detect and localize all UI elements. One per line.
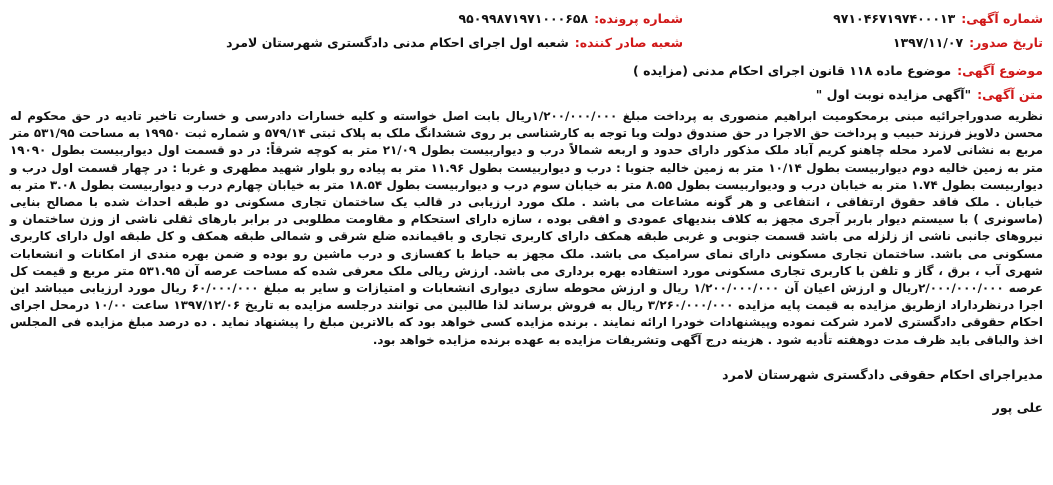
text-value: "آگهی مزایده نوبت اول " [815, 86, 972, 102]
issuing-branch-value: شعبه اول اجرای احکام مدنی دادگستری شهرستان لامرد [226, 34, 569, 50]
signature-name: علی پور [992, 399, 1043, 415]
case-number-value: ۹۵۰۹۹۸۷۱۹۷۱۰۰۰۶۵۸ [458, 10, 589, 26]
notice-body: نظریه صدوراجرائیه مبنی برمحکومیت ابراهیم منصوری به پرداخت مبلغ ۱/۲۰۰/۰۰۰/۰۰۰ریال بابت اصل خواسته و کلیه خسارات دادرسی و خسارت تاخیر تادیه در حق محکوم له محسن دلاویز فرزند حبیب و پرداخت حق الاجرا در حق صندوق دولت وبا توجه به کارشناسی بر روی ششدانگ ملک به پلاک ثبتی ۵۷۹/۱۴ و شماره ثبت ۱۹۹۵۰ به مساحت ۵۳۱/۹۵ متر مربع به نشانی لامرد محله چاهنو کریم آباد ملک مذکور دارای حدود و اربعه شمالاً درب و دیواربیست بطول ۲۱/۰۹ متر به کوچه شرقاً: در دو قسمت اول دیواربیست بطول ۱۹۰۹۰ متر به زمین خالیه دوم دیواربیست بطول ۱۰/۱۴ متر به زمین خالیه جنوبا : درب و دیواربیست بطول ۱۱.۹۶ متر به پیاده رو بلوار شهید مطهری و غربا : در چهار قسمت اول درب و دیواربیست بطول ۱.۷۴ متر به خیابان درب و ودیواربیست بطول ۸.۵۵ متر به خیابان سوم درب و دیواربیست بطول ۱۸.۵۴ متر به خیابان چهارم درب و دیواربیست بطول ۳.۰۸ متر به خیابان . ملک فاقد حقوق ارتفاقی ، انتفاعی و هر گونه مشاعات می باشد . ملک مورد ارزیابی در قالب یک ساختمان تجاری مسکونی دو طبقه احداث شده با مصالح بنایی (ماسونری ) با سیستم دیوار باربر آجری مجهز به کلاف بندیهای عمودی و افقی بوده ، سازه دارای استحکام و مقاومت مطلوبی در برابر بارهای ثقلی ناشی از وزن ساختمان و نیروهای جانبی ناشی از زلزله می باشد قسمت جنوبی و غربی طبقه همکف دارای کاربری تجاری و باقیمانده ضلع شرقی و شمالی طبقه همکف و کل طبقه اول دارای کاربری مسکونی می باشد. ساختمان تجاری مسکونی دارای نمای سرامیک می باشد. ملک مجهز به حیاط با کفسازی و درب ماشین رو بوده و ضمن بهره مندی از امکانات و انشعابات شهری آب ، برق ، گاز و تلفن با کاربری تجاری مسکونی مورد استفاده بهره برداری می باشد. ارزش ریالی ملک معرفی شده که مساحت عرصه آن ۵۳۱.۹۵ متر مربع و قیمت کل عرصه ۲/۰۰۰/۰۰۰/۰۰۰ریال و ارزش اعیان آن ۱/۲۰۰/۰۰۰/۰۰۰ ریال و ارزش محوطه سازی دیواری انشعابات و امتیازات و سایر به مبلغ ۶۰/۰۰۰/۰۰۰ ریال مورد ارزیابی میباشد این اجرا درنظرداراد ازطریق مزایده به قیمت پایه مزایده ۳/۲۶۰/۰۰۰/۰۰۰ ریال به فروش برساند لذا طالبین می توانند درجلسه مزایده به تاریخ ۱۳۹۷/۱۲/۰۶ ساعت ۱۰/۰۰ درمحل اجرای احکام حقوقی دادگستری لامرد شرکت نموده وپیشنهادات خودرا ارائه نمایند . برنده مزایده کسی خواهد بود که بالاترین مبلغ را پیشنهاد نماید . ده درصد مبلغ مزایده فی المجلس اخذ والباقی باید ظرف مدت دوهفته تأدیه شود . هزینه درج آگهی وتشریفات مزایده به عهده برنده مزایده خواهد بود. [10, 109, 1044, 347]
text-label: متن آگهی: [977, 86, 1043, 102]
signature-title: مدیراجرای احکام حقوقی دادگستری شهرستان لامرد [722, 366, 1043, 382]
subject-value: موضوع ماده ۱۱۸ قانون اجرای احکام مدنی (مزایده ) [633, 62, 952, 78]
case-number [10, 11, 683, 26]
issue-date-value: ۱۳۹۷/۱۱/۰۷ [892, 34, 964, 50]
issue-date [683, 35, 1043, 50]
issuing-branch [10, 35, 683, 50]
case-number-label: شماره پرونده: [594, 10, 683, 26]
header-row-numbers [10, 6, 1043, 30]
issuing-branch-label: شعبه صادر کننده: [574, 34, 683, 50]
notice-text-title [816, 87, 1043, 102]
header-row-text [10, 82, 1043, 106]
header-row-date [10, 30, 1043, 54]
issue-date-label: تاریخ صدور: [969, 34, 1043, 50]
ad-number-value: ۹۷۱۰۴۶۷۱۹۷۴۰۰۰۱۳ [833, 10, 956, 26]
header-row-subject [10, 58, 1043, 82]
ad-number-label: شماره آگهی: [961, 10, 1043, 26]
ad-number [683, 11, 1043, 26]
subject [633, 63, 1043, 78]
subject-label: موضوع آگهی: [957, 62, 1043, 78]
